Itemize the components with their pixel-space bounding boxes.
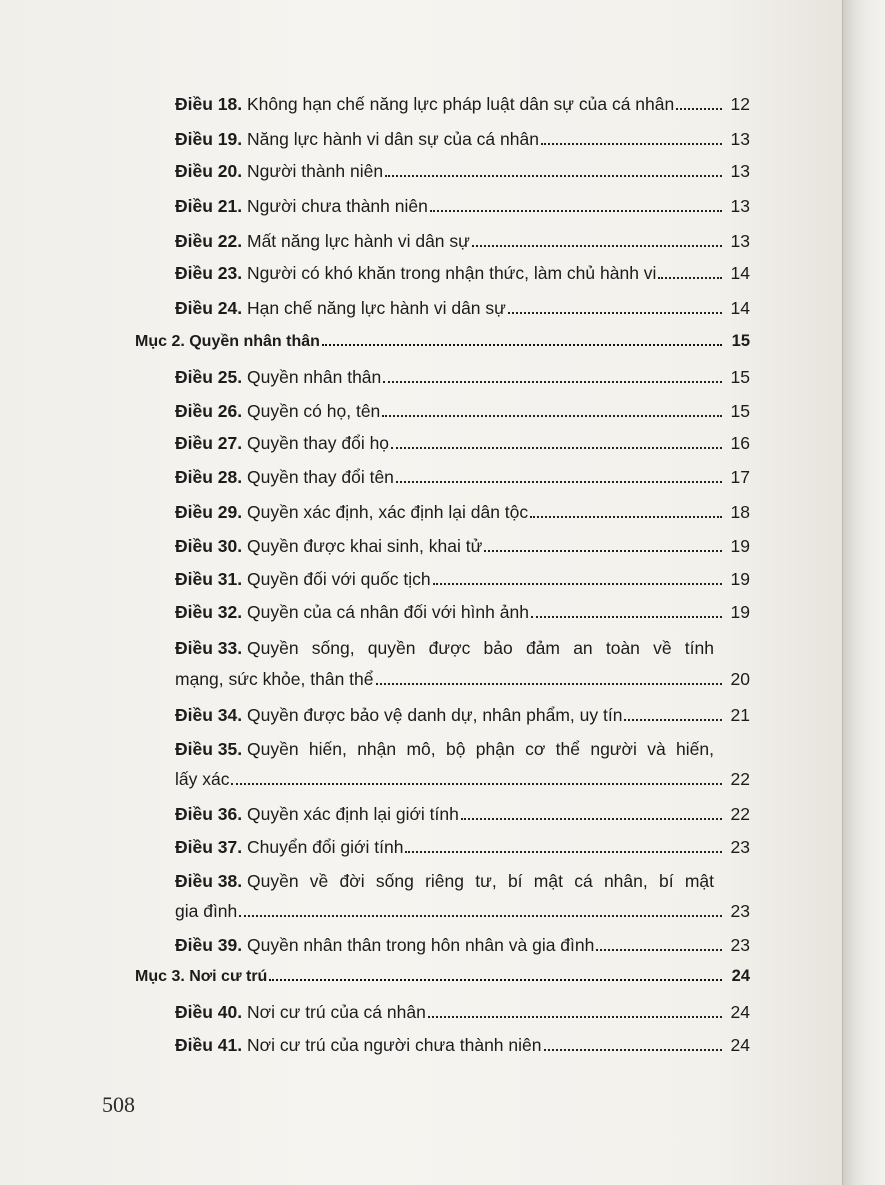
- article-title: Quyền nhân thân trong hôn nhân và gia đình: [247, 935, 595, 955]
- page-edge: [842, 0, 885, 1185]
- page-ref: 24: [730, 1035, 750, 1055]
- article-title: Quyền xác định, xác định lại dân tộc: [247, 502, 529, 522]
- leader-dots: [405, 837, 722, 853]
- leader-dots: [231, 769, 722, 785]
- page-ref: 13: [730, 196, 750, 216]
- article-title: Hạn chế năng lực hành vi dân sự: [247, 298, 506, 318]
- page-ref: 19: [730, 536, 750, 556]
- toc-entry-first-line: [175, 870, 714, 892]
- article-title: Mất năng lực hành vi dân sự: [247, 231, 470, 251]
- toc-entry: [175, 803, 750, 825]
- toc-entry: [175, 535, 750, 557]
- article-title: Năng lực hành vi dân sự của cá nhân: [247, 129, 539, 149]
- toc-entry: [175, 934, 750, 956]
- article-number: Điều 19.: [175, 129, 243, 149]
- article-number: Điều 36.: [175, 804, 243, 824]
- toc-entry: [175, 230, 750, 252]
- article-number: Điều 32.: [175, 602, 243, 622]
- leader-dots: [531, 602, 722, 618]
- toc-entry: [175, 160, 750, 182]
- page-ref: 12: [730, 94, 750, 114]
- article-number: Điều 41.: [175, 1035, 243, 1055]
- article-title: Quyền thay đổi họ: [247, 433, 390, 453]
- article-title: Người chưa thành niên: [247, 196, 428, 216]
- leader-dots: [428, 1002, 722, 1018]
- article-title: Người thành niên: [247, 161, 384, 181]
- page-ref: 21: [730, 705, 750, 725]
- toc-section: [135, 965, 750, 988]
- leader-dots: [596, 935, 722, 951]
- leader-dots: [472, 231, 722, 247]
- page-ref: 19: [730, 569, 750, 589]
- toc-entry: [175, 1034, 750, 1056]
- leader-dots: [376, 669, 723, 685]
- article-title: Quyền nhân thân: [247, 367, 382, 387]
- article-number: Điều 21.: [175, 196, 243, 216]
- article-number: Điều 31.: [175, 569, 243, 589]
- article-title: Quyền đối với quốc tịch: [247, 569, 431, 589]
- page-ref: 15: [730, 401, 750, 421]
- page-ref: 13: [730, 129, 750, 149]
- article-title: Quyền được bảo vệ danh dự, nhân phẩm, uy tín: [247, 705, 623, 725]
- page-number: 508: [102, 1092, 135, 1117]
- toc-entry: [175, 128, 750, 150]
- article-title: Quyền có họ, tên: [247, 401, 381, 421]
- article-title: Quyền về đời sống riêng tư, bí mật cá nhân, bí mật: [247, 871, 714, 891]
- page-ref: 15: [731, 332, 750, 350]
- toc-entry: [175, 601, 750, 623]
- leader-dots: [544, 1035, 723, 1051]
- article-title: Không hạn chế năng lực pháp luật dân sự của cá nhân: [247, 94, 675, 114]
- page-ref: 20: [730, 669, 750, 689]
- article-title: Quyền sống, quyền được bảo đảm an toàn về tính: [247, 638, 714, 658]
- article-number: Điều 39.: [175, 935, 243, 955]
- leader-dots: [430, 196, 722, 212]
- article-title: Quyền của cá nhân đối với hình ảnh: [247, 602, 529, 622]
- toc-entry: [175, 400, 750, 422]
- leader-dots: [383, 367, 722, 383]
- leader-dots: [385, 161, 722, 177]
- toc-entry: [175, 704, 750, 726]
- article-number: Điều 40.: [175, 1002, 243, 1022]
- article-title: Nơi cư trú của cá nhân: [247, 1002, 426, 1022]
- article-title-cont: gia đình: [175, 901, 238, 921]
- article-number: Điều 29.: [175, 502, 243, 522]
- page-ref: 18: [730, 502, 750, 522]
- toc-entry: [175, 668, 750, 690]
- toc-entry: [175, 432, 750, 454]
- toc-entry: [175, 297, 750, 319]
- page-ref: 22: [730, 804, 750, 824]
- page-ref: 24: [731, 967, 750, 985]
- article-number: Điều 28.: [175, 467, 243, 487]
- page-ref: 23: [730, 837, 750, 857]
- page-ref: 23: [730, 935, 750, 955]
- toc-entry: [175, 501, 750, 523]
- page-ref: 19: [730, 602, 750, 622]
- article-number: Điều 20.: [175, 161, 243, 181]
- article-title: Quyền xác định lại giới tính: [247, 804, 459, 824]
- section-title: Mục 3. Nơi cư trú: [135, 968, 268, 985]
- article-number: Điều 34.: [175, 705, 243, 725]
- article-number: Điều 24.: [175, 298, 243, 318]
- toc-entry-first-line: [175, 637, 714, 659]
- page-ref: 13: [730, 161, 750, 181]
- article-number: Điều 18.: [175, 94, 243, 114]
- toc-entry: [175, 768, 750, 790]
- page-ref: 24: [730, 1002, 750, 1022]
- toc-entry: [175, 466, 750, 488]
- page-ref: 22: [730, 769, 750, 789]
- article-title: Nơi cư trú của người chưa thành niên: [247, 1035, 542, 1055]
- leader-dots: [382, 401, 722, 417]
- leader-dots: [541, 129, 722, 145]
- page-ref: 14: [730, 298, 750, 318]
- leader-dots: [269, 965, 722, 981]
- article-number: Điều 26.: [175, 401, 243, 421]
- leader-dots: [624, 705, 722, 721]
- article-number: Điều 23.: [175, 263, 243, 283]
- leader-dots: [396, 467, 722, 483]
- article-title-cont: lấy xác: [175, 769, 230, 789]
- page-ref: 16: [730, 433, 750, 453]
- leader-dots: [391, 433, 722, 449]
- toc-entry: [175, 836, 750, 858]
- section-title: Mục 2. Quyền nhân thân: [135, 333, 320, 350]
- leader-dots: [322, 330, 722, 346]
- article-number: Điều 38.: [175, 871, 243, 891]
- leader-dots: [508, 298, 722, 314]
- toc-section: [135, 330, 750, 353]
- page-ref: 15: [730, 367, 750, 387]
- leader-dots: [433, 569, 722, 585]
- leader-dots: [484, 536, 722, 552]
- toc-entry: [175, 568, 750, 590]
- toc-entry: [175, 262, 750, 284]
- article-number: Điều 33.: [175, 638, 243, 658]
- toc-entry: [175, 900, 750, 922]
- leader-dots: [658, 263, 722, 279]
- leader-dots: [461, 804, 722, 820]
- article-title-cont: mạng, sức khỏe, thân thể: [175, 669, 374, 689]
- page-ref: 13: [730, 231, 750, 251]
- article-title: Chuyển đổi giới tính: [247, 837, 404, 857]
- page-ref: 23: [730, 901, 750, 921]
- toc-entry: [175, 366, 750, 388]
- leader-dots: [530, 502, 722, 518]
- article-number: Điều 30.: [175, 536, 243, 556]
- leader-dots: [239, 901, 722, 917]
- toc-entry: [175, 93, 750, 115]
- leader-dots: [676, 94, 722, 110]
- article-title: Quyền hiến, nhận mô, bộ phận cơ thể người và hiến,: [247, 739, 714, 759]
- page-ref: 14: [730, 263, 750, 283]
- article-number: Điều 37.: [175, 837, 243, 857]
- article-number: Điều 25.: [175, 367, 243, 387]
- article-number: Điều 27.: [175, 433, 243, 453]
- toc-entry: [175, 1001, 750, 1023]
- article-title: Người có khó khăn trong nhận thức, làm chủ hành vi: [247, 263, 657, 283]
- toc-entry-first-line: [175, 738, 714, 760]
- article-title: Quyền thay đổi tên: [247, 467, 394, 487]
- article-number: Điều 35.: [175, 739, 243, 759]
- article-title: Quyền được khai sinh, khai tử: [247, 536, 483, 556]
- page-ref: 17: [730, 467, 750, 487]
- article-number: Điều 22.: [175, 231, 243, 251]
- toc-entry: [175, 195, 750, 217]
